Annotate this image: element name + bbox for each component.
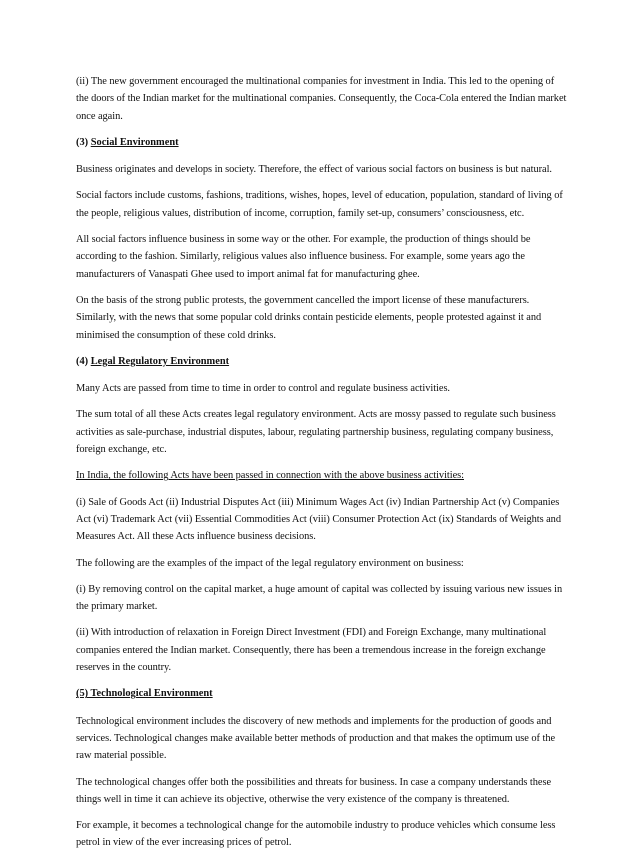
paragraph-tech-example: For example, it becomes a technological change for the automobile industry to produce vehicles which consume less petrol in view of the ever increasing prices of petrol. — [76, 820, 556, 849]
paragraph-business-society: Business originates and develops in society. Therefore, the effect of various social factors on business is but natural. — [76, 164, 552, 176]
paragraph-multinational-investment: (ii) The new government encouraged the multinational companies for investment in India. This led to the opening of the doors of the Indian market for the multinational companies. Consequently, the Coca-Cola entered the Indian market once again. — [76, 76, 567, 122]
paragraph-social-factors: Social factors include customs, fashions, traditions, wishes, hopes, level of education, population, standard of living of the people, religious values, distribution of income, corruption, family set-up, consumers’ consciousness, etc. — [76, 190, 563, 219]
paragraph-acts-sum-total: The sum total of all these Acts creates legal regulatory environment. Acts are mossy passed to regulate such business activities as sale-purchase, industrial disputes, labour, regulating partnership business, regulating company business, foreign exchange, etc. — [76, 409, 556, 456]
heading-social-environment — [76, 134, 568, 151]
paragraph-acts-list: (i) Sale of Goods Act (ii) Industrial Disputes Act (iii) Minimum Wages Act (iv) Indian Partnership Act (v) Companies Act (vi) Trademark Act (vii) Essential Commodities Act (viii) Consumer Protection Act (ix) Standards of Weights and Measures Act. All these Acts influence business decisions. — [76, 496, 561, 543]
heading-technological-environment: (5) Technological Environment — [76, 688, 213, 700]
heading-legal-regulatory-environment — [76, 353, 568, 370]
paragraph-tech-definition: Technological environment includes the discovery of new methods and implements for the production of goods and services. Technological changes make available better methods of production and that makes the optimum use of the raw material possible. — [76, 715, 556, 762]
paragraph-tech-possibilities: The technological changes offer both the possibilities and threats for business. In case a company understands these things well in time it can achieve its objective, otherwise the very existence of the company is threatened. — [76, 776, 552, 805]
paragraph-public-protests: On the basis of the strong public protests, the government cancelled the import license of these manufacturers. Similarly, with the news that some popular cold drinks contain pesticide elements, people protested against it and minimised the consumption of these cold drinks. — [76, 294, 542, 341]
paragraph-fdi: (ii) With introduction of relaxation in Foreign Direct Investment (FDI) and Foreign Exchange, many multinational companies entered the Indian market. Consequently, there has been a tremendous increase in the foreign exchange reserves in the country. — [76, 627, 547, 674]
heading-number: (4) — [76, 355, 91, 367]
heading-title: Social Environment — [90, 136, 179, 148]
heading-number: (3) — [76, 136, 91, 148]
paragraph-legal-impact-intro: The following are the examples of the impact of the legal regulatory environment on business: — [76, 557, 464, 569]
paragraph-capital-market: (i) By removing control on the capital market, a huge amount of capital was collected by issuing various new issues in the primary market. — [76, 583, 563, 613]
paragraph-acts-passed: Many Acts are passed from time to time in order to control and regulate business activities. — [76, 383, 450, 395]
paragraph-social-influence: All social factors influence business in some way or the other. For example, the production of things should be according to the fashion. Similarly, religious values also influence business. For example, some years ago the manufacturers of Vanaspati Ghee used to import animal fat for manufacturing ghee. — [76, 234, 531, 280]
heading-title: Legal Regulatory Environment — [90, 355, 230, 367]
paragraph-acts-in-india: In India, the following Acts have been passed in connection with the above business activities: — [76, 470, 464, 482]
